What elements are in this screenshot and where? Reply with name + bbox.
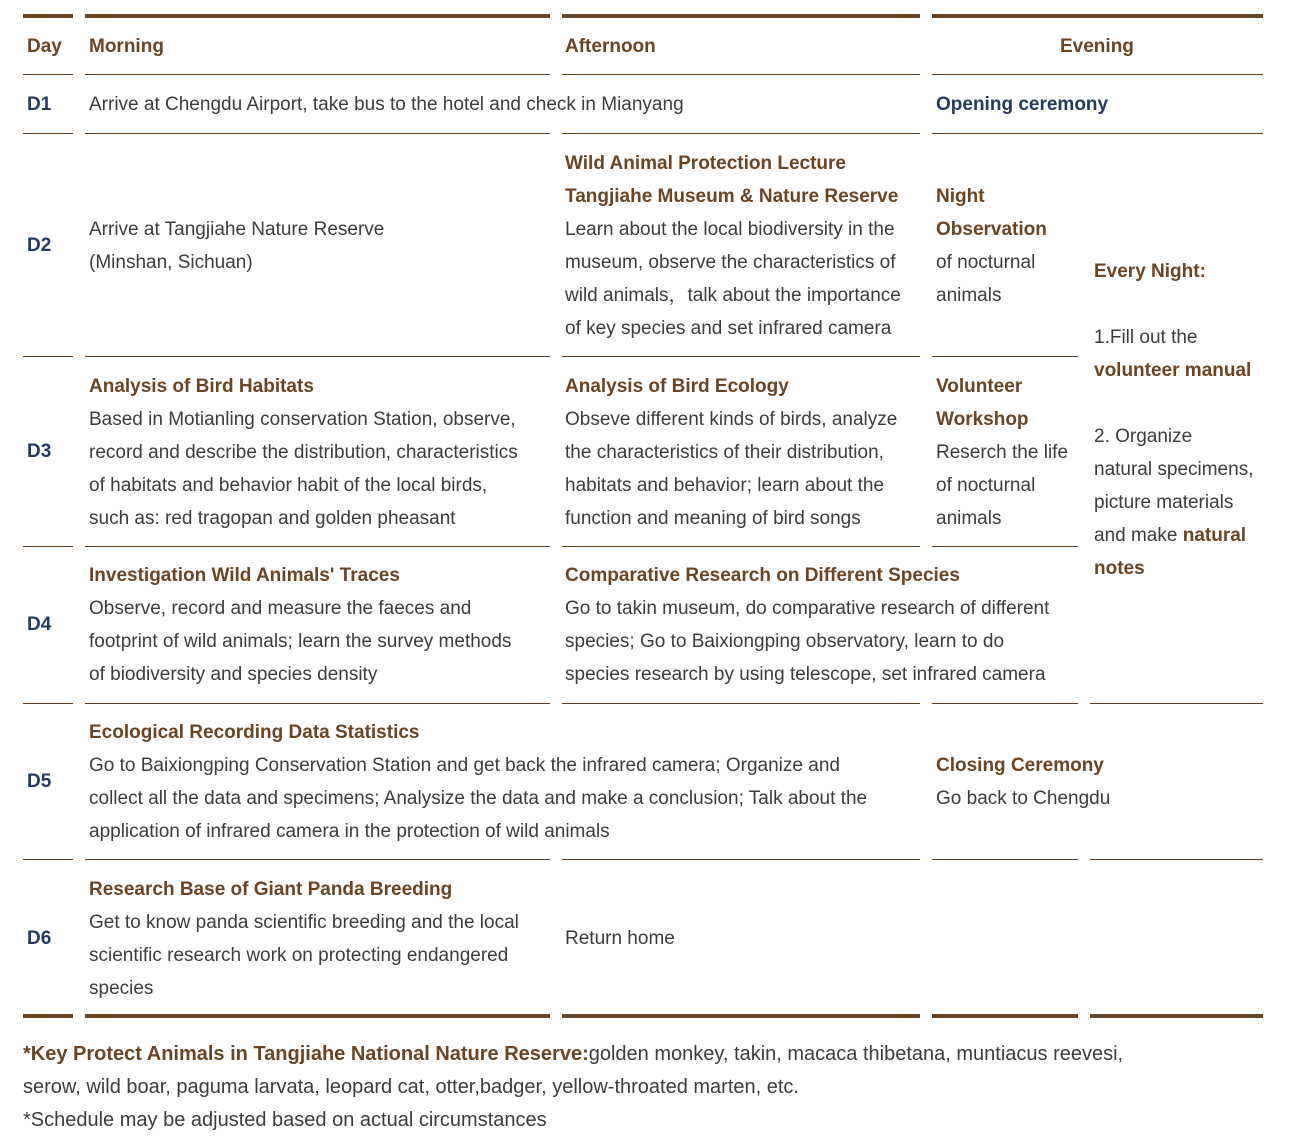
d6-morning	[89, 873, 519, 1005]
row-divider	[932, 133, 1263, 134]
d3-evening-title: Workshop	[936, 409, 1029, 430]
d2-afternoon-title: Wild Animal Protection Lecture	[565, 153, 846, 174]
bottom-rule	[1090, 1014, 1263, 1018]
every-night	[1094, 255, 1253, 585]
d3-morning-line: record and describe the distribution, characteristics	[89, 442, 518, 463]
row-divider	[23, 703, 73, 704]
top-rule	[932, 14, 1263, 18]
row-divider	[1090, 703, 1263, 704]
d4-afternoon-line: species; Go to Baixiongping observatory, learn to do	[565, 631, 1005, 652]
day-label: D1	[27, 94, 52, 115]
row-divider	[1090, 859, 1263, 860]
row-divider	[85, 546, 550, 547]
every-night-item: 1.Fill out the	[1094, 327, 1198, 348]
day-label: D4	[27, 614, 52, 635]
d3-evening-line: Reserch the life	[936, 442, 1069, 463]
d3-afternoon-line: the characteristics of their distribution,	[565, 442, 884, 463]
row-divider	[932, 356, 1078, 357]
d3-evening-line: of nocturnal	[936, 475, 1036, 496]
every-night-item: and make	[1094, 525, 1183, 546]
row-divider	[85, 703, 550, 704]
bottom-rule	[562, 1014, 920, 1018]
d2-evening-title: Observation	[936, 219, 1047, 240]
top-rule	[562, 14, 920, 18]
header-afternoon: Afternoon	[565, 36, 656, 57]
d4-morning-title: Investigation Wild Animals' Traces	[89, 565, 400, 586]
row-divider	[85, 859, 550, 860]
d3-morning	[89, 370, 518, 535]
d2-afternoon-title: Tangjiahe Museum & Nature Reserve	[565, 186, 899, 207]
d4-morning-line: of biodiversity and species density	[89, 664, 378, 685]
row-divider	[562, 356, 920, 357]
d5-evening-title: Closing Ceremony	[936, 755, 1104, 776]
every-night-item: picture materials	[1094, 492, 1234, 513]
d5-evening-line: Go back to Chengdu	[936, 788, 1111, 809]
row-divider	[932, 859, 1078, 860]
d4-afternoon-line: Go to takin museum, do comparative research of different	[565, 598, 1050, 619]
d4-morning	[89, 559, 511, 691]
key-animals-label: *Key Protect Animals in Tangjiahe National Nature Reserve:	[23, 1043, 589, 1065]
d2-evening	[936, 180, 1047, 312]
top-rule	[23, 14, 73, 18]
day-label: D3	[27, 441, 52, 462]
d2-morning-line: (Minshan, Sichuan)	[89, 252, 253, 273]
row-divider	[562, 859, 920, 860]
key-animals-text: golden monkey, takin, macaca thibetana, muntiacus reevesi,	[588, 1043, 1124, 1065]
every-night-item-bold: notes	[1094, 558, 1145, 579]
d3-afternoon-line: Obseve different kinds of birds, analyze	[565, 409, 898, 430]
row-divider	[23, 74, 73, 75]
d4-morning-line: footprint of wild animals; learn the survey methods	[89, 631, 512, 652]
day-label: D5	[27, 771, 52, 792]
d3-evening	[936, 370, 1068, 535]
d2-afternoon-line: wild animals，talk about the importance	[565, 285, 901, 306]
d1-activity: Arrive at Chengdu Airport, take bus to the hotel and check in Mianyang	[89, 94, 684, 115]
d5-main	[89, 716, 867, 848]
d6-morning-line: Get to know panda scientific breeding and the local	[89, 912, 519, 933]
row-divider	[932, 74, 1263, 75]
d5-line: collect all the data and specimens; Analysize the data and make a conclusion; Talk about the	[89, 788, 868, 809]
header-day: Day	[27, 36, 62, 57]
every-night-title: Every Night:	[1094, 261, 1206, 282]
d6-morning-line: scientific research work on protecting endangered	[89, 945, 509, 966]
d3-morning-line: such as: red tragopan and golden pheasant	[89, 508, 456, 529]
row-divider	[562, 133, 920, 134]
row-divider	[85, 133, 550, 134]
d3-morning-title: Analysis of Bird Habitats	[89, 376, 314, 397]
d2-morning	[89, 213, 384, 279]
d5-evening	[936, 749, 1110, 815]
key-animals-note	[23, 1038, 1123, 1071]
d3-morning-line: Based in Motianling conservation Station, observe,	[89, 409, 516, 430]
bottom-rule	[932, 1014, 1078, 1018]
row-divider	[23, 546, 73, 547]
d2-evening-line: animals	[936, 285, 1002, 306]
d2-morning-line: Arrive at Tangjiahe Nature Reserve	[89, 219, 385, 240]
d2-evening-title: Night	[936, 186, 985, 207]
d5-line: application of infrared camera in the protection of wild animals	[89, 821, 610, 842]
d2-afternoon-line: of key species and set infrared camera	[565, 318, 892, 339]
every-night-item: 2. Organize	[1094, 426, 1193, 447]
d3-afternoon-line: function and meaning of bird songs	[565, 508, 861, 529]
key-animals-note-cont: serow, wild boar, paguma larvata, leopard cat, otter,badger, yellow-throated marten, etc.	[23, 1076, 799, 1098]
every-night-item: natural specimens,	[1094, 459, 1254, 480]
top-rule	[85, 14, 550, 18]
d1-evening: Opening ceremony	[936, 94, 1109, 115]
d4-afternoon	[565, 559, 1049, 691]
d3-afternoon-line: habitats and behavior; learn about the	[565, 475, 885, 496]
row-divider	[23, 859, 73, 860]
bottom-rule	[85, 1014, 550, 1018]
d3-afternoon	[565, 370, 897, 535]
d5-title: Ecological Recording Data Statistics	[89, 722, 420, 743]
d2-afternoon-line: museum, observe the characteristics of	[565, 252, 896, 273]
header-evening: Evening	[1060, 36, 1134, 57]
row-divider	[932, 546, 1078, 547]
d4-morning-line: Observe, record and measure the faeces and	[89, 598, 472, 619]
d2-afternoon	[565, 147, 901, 345]
row-divider	[562, 703, 920, 704]
row-divider	[23, 133, 73, 134]
d6-morning-title: Research Base of Giant Panda Breeding	[89, 879, 453, 900]
row-divider	[562, 546, 920, 547]
d3-morning-line: of habitats and behavior habit of the local birds,	[89, 475, 488, 496]
d2-evening-line: of nocturnal	[936, 252, 1036, 273]
bottom-rule	[23, 1014, 73, 1018]
row-divider	[23, 356, 73, 357]
row-divider	[85, 356, 550, 357]
d4-afternoon-line: species research by using telescope, set infrared camera	[565, 664, 1046, 685]
d3-afternoon-title: Analysis of Bird Ecology	[565, 376, 789, 397]
row-divider	[562, 74, 920, 75]
day-label: D2	[27, 235, 52, 256]
d4-afternoon-title: Comparative Research on Different Species	[565, 565, 960, 586]
d2-afternoon-line: Learn about the local biodiversity in the	[565, 219, 895, 240]
every-night-item-bold: natural	[1182, 525, 1247, 546]
d6-afternoon: Return home	[565, 928, 675, 949]
header-morning: Morning	[89, 36, 164, 57]
row-divider	[85, 74, 550, 75]
d5-line: Go to Baixiongping Conservation Station and get back the infrared camera; Organize and	[89, 755, 840, 776]
schedule-note: *Schedule may be adjusted based on actual circumstances	[23, 1109, 547, 1131]
every-night-item-bold: volunteer manual	[1094, 360, 1252, 381]
d3-evening-title: Volunteer	[936, 376, 1023, 397]
d3-evening-line: animals	[936, 508, 1002, 529]
d6-morning-line: species	[89, 978, 154, 999]
row-divider	[932, 703, 1078, 704]
day-label: D6	[27, 928, 52, 949]
